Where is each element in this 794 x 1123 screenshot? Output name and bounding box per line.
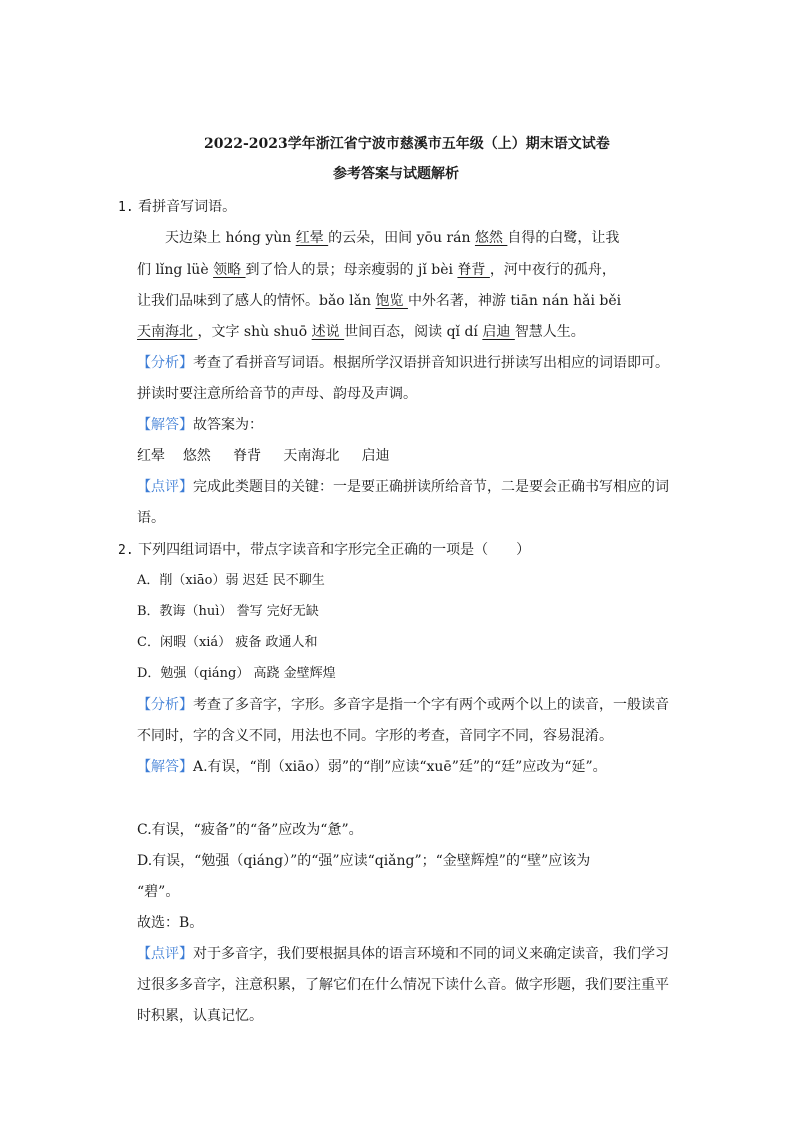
q2-comment-cont-2: 时积累，认真记忆。 (137, 1008, 263, 1024)
q2-answer-d-cont: “碧”。 (137, 884, 180, 900)
analysis-text: 考查了看拼音写词语。根据所学汉语拼音知识进行拼读写出相应的词语即可。 (193, 355, 669, 371)
q1-line-2 (137, 260, 616, 280)
option-a: A．削（xiāo）弱 迟廷 民不聊生 (137, 573, 325, 588)
text: 智慧人生。 (514, 324, 585, 340)
text: 中外名著，神游 tiān nán hǎi běi (407, 293, 622, 309)
comment-text: 完成此类题目的关键：一是要正确拼读所给音节，二是要会正确书写相应的词 (193, 479, 669, 495)
answer-item: 天南海北 (283, 448, 340, 464)
answer-item: 红晕 (137, 448, 165, 464)
option-c: C．闲暇（xiá） 疲备 政通人和 (137, 635, 318, 650)
question-number: 2. (118, 543, 134, 558)
analysis-tag: 【分析】 (137, 697, 193, 713)
answer-blank: 饱览 (375, 293, 408, 309)
analysis-text: 考查了多音字，字形。多音字是指一个字有两个或两个以上的读音，一般读音 (193, 697, 669, 713)
answer-blank: 悠然 (474, 230, 508, 246)
q2-comment (137, 944, 669, 964)
text: 的云朵，田间 yōu rán (328, 230, 475, 246)
q1-analysis (137, 353, 669, 373)
q1-answer-list (137, 446, 390, 466)
q1-answer (137, 415, 263, 435)
answer-text: 故答案为： (193, 417, 263, 433)
q1-line-1 (165, 228, 619, 248)
answer-blank: 脊背 (457, 262, 490, 278)
q2-choice: 故选：B。 (137, 915, 204, 931)
answer-tag: 【解答】 (137, 417, 193, 433)
question-1-stem (118, 197, 236, 218)
comment-tag: 【点评】 (137, 946, 193, 962)
q2-comment-cont: 过很多多音字，注意积累，了解它们在什么情况下读什么音。做字形题，我们要注重平 (137, 977, 669, 993)
q2-answer-d: D.有误，“勉强（qiáng）”的“强”应读“qiǎng”；“金壁辉煌”的“壁”应该为 (137, 853, 591, 869)
question-number: 1. (118, 200, 134, 215)
answer-item: 悠然 (182, 448, 211, 464)
text: 自得的白鹭，让我 (507, 230, 620, 246)
answer-blank: 天南海北 (137, 324, 198, 340)
q1-line-3 (137, 291, 621, 311)
answer-tag: 【解答】 (137, 759, 193, 775)
q1-line-4 (137, 322, 585, 342)
text: 天边染上 hóng yùn (165, 230, 296, 246)
text: 让我们品味到了感人的情怀。bǎo lǎn (137, 293, 376, 309)
question-text: 下列四组词语中，带点字读音和字形完全正确的一项是（ ） (138, 542, 531, 558)
option-d: D．勉强（qiáng） 高跷 金壁辉煌 (137, 666, 336, 681)
q1-comment-cont: 语。 (137, 510, 165, 526)
answer-item: 启迪 (361, 448, 390, 464)
question-text: 看拼音写词语。 (138, 199, 237, 215)
text: 们 lǐng lüè (137, 262, 214, 278)
comment-text: 对于多音字，我们要根据具体的语言环境和不同的词义来确定读音，我们学习 (193, 946, 669, 962)
text: ，河中夜行的孤舟， (489, 262, 616, 278)
answer-item: 脊背 (233, 448, 262, 464)
page-subtitle: 参考答案与试题解析 (333, 166, 459, 182)
q2-analysis (137, 695, 669, 715)
q2-answer-a (137, 757, 607, 777)
q1-comment (137, 477, 669, 497)
option-b: B．教诲（huì） 誊写 完好无缺 (137, 604, 319, 619)
answer-blank: 领略 (213, 262, 246, 278)
page-title: 2022-2023学年浙江省宁波市慈溪市五年级（上）期末语文试卷 (204, 136, 610, 152)
comment-tag: 【点评】 (137, 479, 193, 495)
analysis-tag: 【分析】 (137, 355, 193, 371)
q2-answer-c: C.有误，“疲备”的“备”应改为“惫”。 (137, 822, 363, 838)
answer-blank: 红晕 (295, 230, 329, 246)
q1-analysis-cont: 拼读时要注意所给音节的声母、韵母及声调。 (137, 386, 417, 402)
answer-text: A.有误，“削（xiāo）弱”的“削”应读“xuē”廷”的“廷”应改为“延”。 (193, 759, 607, 775)
text: ，文字 shù shuō (197, 324, 312, 340)
answer-blank: 启迪 (482, 324, 515, 340)
text: 到了恰人的景；母亲瘦弱的 jǐ bèi (245, 262, 458, 278)
q2-analysis-cont: 不同时，字的含义不同，用法也不同。字形的考查，音同字不同，容易混淆。 (137, 728, 613, 744)
text: 世间百态，阅读 qǐ dí (344, 324, 483, 340)
question-2-stem (118, 540, 530, 561)
answer-blank: 述说 (311, 324, 345, 340)
